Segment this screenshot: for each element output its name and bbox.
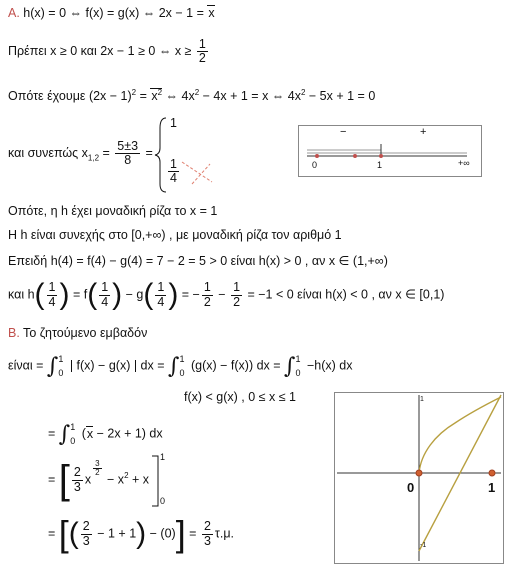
graph-label-1: 1 [488, 480, 496, 495]
parta-line6: Η h είναι συνεχής στο [0,+∞) , με μοναδική ρίζα τον αριθμό 1 [8, 228, 342, 242]
parta-line5: Οπότε, η h έχει μοναδική ρίζα το x = 1 [8, 204, 218, 218]
graph-tick-pos: 1 [420, 396, 424, 403]
axis-1: 1 [377, 160, 383, 170]
partb-label: Β. [8, 326, 20, 340]
point-x1 [489, 470, 495, 476]
partb-e4: = [( $\frac{2}{3}$ − 1 + 1) − (0)] = $\frac{2}{3}$ τ.μ. [48, 513, 234, 554]
partb-condition: f(x) < g(x) , 0 ≤ x ≤ 1 [184, 390, 297, 404]
point-one [379, 154, 383, 158]
parta-line8: και h( $\frac{1}{4}$ ) = f( $\frac{1}{4}$ ) − g( $\frac{1}{4}$ ) = − $\frac{1}{2}$ − $\frac{1}{2}$ = −1 < 0 είναι h(x) < 0 , αν x ∈ [0,1) [8, 278, 445, 311]
case-2: $\frac{1}{4}$ [170, 157, 177, 186]
axis-0: 0 [312, 160, 318, 170]
partb-heading: Β. Το ζητούμενο εμβαδόν [8, 326, 148, 340]
graph-label-0: 0 [407, 480, 415, 495]
partb-e3: = [ $\frac{2}{3}$ x $\frac{3}{2}$ − $x^2 + x$ [48, 458, 150, 502]
axis-inf: +∞ [458, 158, 470, 168]
parta-line7: Επειδή h(4) = f(4) − g(4) = 7 − 2 = 5 > 0 είναι h(x) > 0 , αν x ∈ (1,+∞) [8, 254, 388, 268]
parta-line2: Πρέπει x ≥ 0 και 2x − 1 ≥ 0 ⇔ x ≥ $\frac{1}{2}$ [8, 37, 206, 66]
point-zero [315, 154, 319, 158]
e3-lim-bot: 0 [160, 496, 166, 506]
sign-table [298, 125, 482, 177]
curve-sqrt [419, 397, 501, 473]
parta-line4: και συνεπώς $x_{1,2}$ = $\frac{5\pm 3}{8}$ = [8, 139, 153, 168]
sign-minus: − [340, 126, 347, 138]
partb-e1: είναι = ∫ 1 0 | f(x) − g(x) | dx = ∫ 1 0 (g(x) − f(x)) dx = ∫ 1 0 −h(x) dx [8, 353, 353, 379]
point-origin [416, 470, 422, 476]
parta-line1: Α. h(x) = 0 ⇔ f(x) = g(x) ⇔ 2x − 1 = x [8, 6, 215, 20]
sign-plus: + [420, 126, 427, 138]
function-graph [334, 392, 504, 564]
parta-label: Α. [8, 6, 20, 20]
point-quarter [353, 154, 357, 158]
cases-brace [152, 114, 232, 194]
graph-tick-neg: -1 [420, 542, 427, 549]
partb-e2: = ∫ 1 0 (x − 2x + 1) dx [48, 421, 163, 447]
parta-line3: Οπότε έχουμε $(2x - 1)^2 = x^2$ ⇔ $4x^2 - 4x + 1 = x$ ⇔ $4x^2 - 5x + 1 = 0$ [8, 88, 376, 104]
case-1: 1 [170, 116, 177, 130]
e3-lim-top: 1 [160, 452, 166, 462]
